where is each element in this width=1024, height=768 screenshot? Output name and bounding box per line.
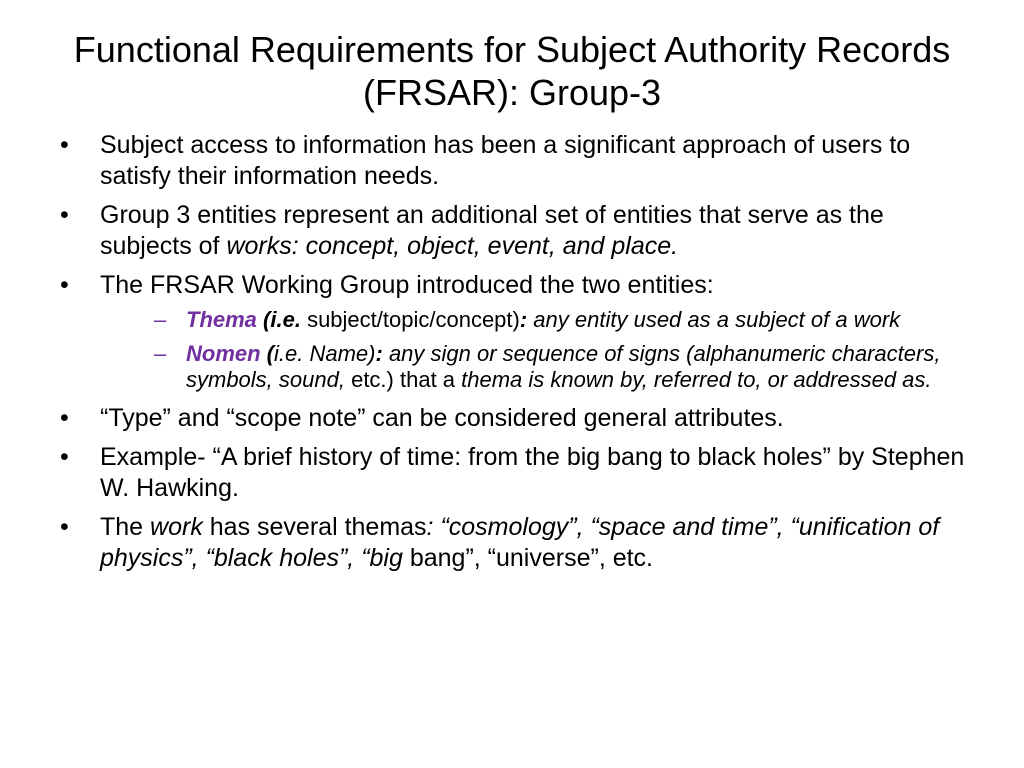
bullet-subject-access	[60, 130, 980, 192]
bullet-text: The FRSAR Working Group introduced the two entities:	[100, 271, 714, 299]
bullet-icon: •	[60, 131, 69, 159]
bullet-text: Group 3 entities represent an additional set of entities that serve as the subjects of	[100, 201, 884, 260]
themas-plain: has several themas	[202, 513, 427, 541]
nomen-plain: etc.) that a	[344, 367, 462, 392]
open-paren: (	[256, 307, 271, 332]
bullet-example	[60, 442, 980, 504]
themas-list-plain: bang”, “universe”, etc.	[402, 544, 654, 572]
colon: :	[375, 341, 383, 366]
bullet-working-group	[60, 270, 980, 393]
bullet-icon: •	[60, 271, 69, 299]
slide-title-line-1: Functional Requirements for Subject Authority Records	[73, 29, 951, 70]
nomen-ie-name: i.e. Name)	[274, 341, 376, 366]
bullet-icon: •	[60, 404, 69, 432]
bullet-work-themas	[60, 512, 980, 574]
dash-icon: –	[154, 341, 167, 366]
term-thema: Thema	[186, 307, 257, 332]
sub-bullet-nomen	[146, 341, 980, 393]
colon: :	[519, 307, 528, 332]
nomen-definition-1: any sign or sequence of signs (alphanumeric characters, symbols, sound,	[186, 341, 941, 392]
bullet-type-scope-note	[60, 403, 980, 434]
open-paren: (	[260, 341, 275, 366]
work-italic: work	[150, 513, 203, 541]
sub-bullet-list	[100, 307, 980, 393]
nomen-definition-2: thema is known by, referred to, or addressed as.	[461, 367, 932, 392]
bullet-icon: •	[60, 201, 69, 229]
themas-list-italic: : “cosmology”, “space and time”, “unification of physics”, “black holes”, “big	[100, 513, 940, 572]
term-nomen: Nomen	[186, 341, 261, 366]
bullet-text: Subject access to information has been a significant approach of users to satisfy their information needs.	[100, 131, 911, 190]
sub-bullet-thema	[146, 307, 980, 333]
bullet-group3-entities	[60, 200, 980, 262]
bullet-text: The	[100, 513, 151, 541]
thema-definition: any entity used as a subject of a work	[527, 307, 901, 332]
dash-icon: –	[154, 307, 167, 332]
ie-label: i.e.	[270, 307, 301, 332]
bullet-text-italic: works: concept, object, event, and place.	[226, 232, 679, 260]
bullet-text: “Type” and “scope note” can be considered general attributes.	[100, 404, 784, 432]
thema-plain: subject/topic/concept)	[300, 307, 520, 332]
bullet-text: Example- “A brief history of time: from the big bang to black holes” by Stephen W. Hawking.	[100, 443, 965, 502]
bullet-icon: •	[60, 513, 69, 541]
bullet-icon: •	[60, 443, 69, 471]
slide-title-line-2: (FRSAR): Group-3	[362, 72, 662, 113]
slide-title	[40, 28, 984, 114]
bullet-list	[60, 130, 980, 582]
